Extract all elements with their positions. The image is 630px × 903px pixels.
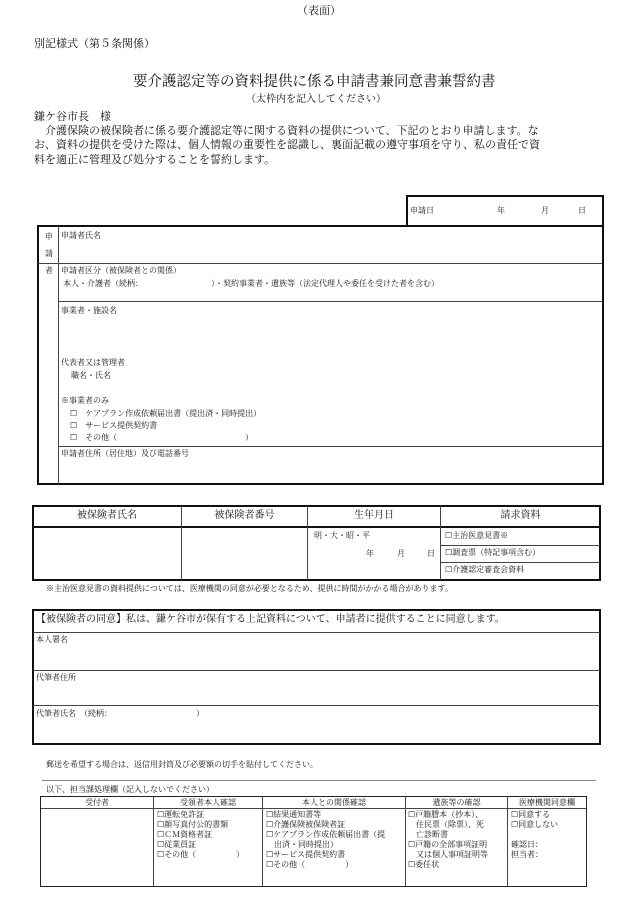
identity-checkbox[interactable]: ☐従業員証 <box>157 840 197 849</box>
side-char: 請 <box>45 249 53 258</box>
agent-name-field[interactable] <box>33 720 600 742</box>
intro-line: 料を適正に管理及び処分することを誓約します。 <box>34 152 276 166</box>
medical-note: ※主治医意見書の資料提供については、医療機関の同意が必要となるため、提供に時間がかかる場合があります。 <box>46 584 453 593</box>
application-date-box[interactable] <box>406 195 604 227</box>
category-options[interactable]: 本人・介護者（続柄： ）・契約事業者・遺族等（法定代理人や委任を受けた者を含む） <box>63 279 439 288</box>
bereaved-checkbox[interactable]: ☐戸籍謄本（抄本）、 <box>408 810 484 819</box>
birth-month-unit: 月 <box>397 549 405 558</box>
relation-column <box>266 810 385 870</box>
material-checkbox[interactable]: ☐主治医意見書※ <box>445 531 509 540</box>
bereaved-column <box>408 810 488 870</box>
identity-checkbox[interactable]: ☐ＣＭ資格者証 <box>157 830 213 839</box>
insured-name-field[interactable] <box>33 528 181 580</box>
era-options[interactable]: 明・大・昭・平 <box>314 531 370 540</box>
agent-address-field[interactable] <box>33 684 600 704</box>
medical-checkbox[interactable]: ☐同意しない <box>511 820 559 829</box>
page-subtitle: （太枠内を記入してください） <box>246 94 386 105</box>
form-number: 別記様式（第５条関係） <box>34 37 155 50</box>
addressee: 鎌ケ谷市長 様 <box>34 110 111 123</box>
page-title: 要介護認定等の資料提供に係る申請書兼同意書兼誓約書 <box>133 74 496 90</box>
relation-checkbox[interactable]: ☐その他（ ） <box>266 860 354 869</box>
office-header: 受付者 <box>85 798 109 807</box>
office-header: 遺族等の確認 <box>432 798 481 807</box>
date-day: 日 <box>578 206 586 215</box>
side-label: （表面） <box>297 4 341 17</box>
header-insured-number: 被保険者番号 <box>214 510 275 521</box>
header-requested-materials: 請求資料 <box>500 510 541 521</box>
birth-day-unit: 日 <box>427 549 435 558</box>
medical-checkbox[interactable]: ☐同意する <box>511 810 551 819</box>
side-char: 申 <box>45 232 53 241</box>
identity-checkbox[interactable]: ☐その他（ ） <box>157 850 245 859</box>
office-note: 以下、担当課処理欄（記入しないでください） <box>46 785 214 794</box>
medical-spacer <box>511 830 558 840</box>
facility-field[interactable] <box>59 318 602 354</box>
bereaved-checkbox[interactable]: ☐委任状 <box>408 860 440 869</box>
business-only-note: ※事業者のみ <box>61 396 109 405</box>
address-field[interactable] <box>59 460 602 482</box>
bereaved-checkbox-cont: 又は個人事項証明等 <box>408 850 488 859</box>
intro-line: 介護保険の被保険者に係る要介護認定等に関する資料の提供について、下記のとおり申請します。な <box>34 124 539 137</box>
confirm-date-label: 確認日： <box>511 840 543 849</box>
business-option-checkbox[interactable]: ☐ サービス提供契約書 <box>70 421 158 430</box>
identity-checkbox[interactable]: ☐運転免許証 <box>157 810 205 819</box>
applicant-name-field[interactable] <box>59 240 602 262</box>
facility-label: 事業者・施設名 <box>61 306 117 315</box>
agent-name-label: 代筆者氏名 （続柄： ） <box>36 709 204 718</box>
intro-text <box>34 124 614 167</box>
relation-checkbox-cont: 出済・同時提出） <box>266 840 338 849</box>
office-header: 本人との関係確認 <box>302 798 366 807</box>
insured-number-field[interactable] <box>182 528 307 580</box>
mail-note: 郵送を希望する場合は、返信用封筒及び必要額の切手を貼付してください。 <box>46 760 318 769</box>
date-month: 月 <box>541 206 549 215</box>
category-label: 申請者区分（被保険者との関係） <box>61 266 181 275</box>
relation-checkbox[interactable]: ☐ケアプラン作成依頼届出書（提 <box>266 830 386 839</box>
header-birth-date: 生年月日 <box>354 510 394 521</box>
signature-label: 本人署名 <box>36 635 68 644</box>
relation-checkbox[interactable]: ☐サービス提供契約書 <box>266 850 346 859</box>
identity-checkbox[interactable]: ☐顔写真付公的書類 <box>157 820 229 829</box>
material-checkbox[interactable]: ☐介護認定審査会資料 <box>445 565 525 574</box>
representative-title: 職名・氏名 <box>71 371 111 380</box>
relation-checkbox[interactable]: ☐結果通知書等 <box>266 810 322 819</box>
signature-field[interactable] <box>33 645 600 669</box>
material-checkbox[interactable]: ☐調査票（特記事項含む） <box>445 548 541 557</box>
bereaved-checkbox-cont: 亡診断書 <box>408 830 448 839</box>
representative-label: 代表者又は管理者 <box>61 358 125 367</box>
office-header: 受領者本人確認 <box>180 798 236 807</box>
business-option-checkbox[interactable]: ☐ ケアプラン作成依頼届出書（提出済・同時提出） <box>70 409 262 418</box>
consent-heading: 【被保険者の同意】私は、鎌ケ谷市が保有する上記資料について、申請者に提供することに同意します。 <box>36 614 505 625</box>
address-label: 申請者住所（居住地）及び電話番号 <box>61 449 189 458</box>
date-year: 年 <box>497 206 505 215</box>
agent-address-label: 代筆者住所 <box>36 673 76 682</box>
header-insured-name: 被保険者氏名 <box>77 510 137 521</box>
date-label: 申請日 <box>410 206 434 215</box>
side-char: 者 <box>45 266 53 275</box>
relation-checkbox[interactable]: ☐介護保険被保険者証 <box>266 820 346 829</box>
applicant-name-label: 申請者氏名 <box>61 231 101 240</box>
bereaved-checkbox[interactable]: ☐戸籍の全部事項証明 <box>408 840 488 849</box>
office-header: 医療機関同意欄 <box>519 798 575 807</box>
birth-year-unit: 年 <box>366 549 374 558</box>
business-option-checkbox[interactable]: ☐ その他（ ） <box>70 433 254 442</box>
intro-line: お、資料の提供を受けた際は、個人情報の重要性を認識し、裏面記載の遵守事項を守り、私の責任で資 <box>34 138 540 152</box>
bereaved-checkbox-cont: 住民票（除票）、死 <box>408 820 484 829</box>
staff-label: 担当者： <box>511 850 543 859</box>
identity-column <box>157 810 244 860</box>
medical-column <box>511 810 558 860</box>
